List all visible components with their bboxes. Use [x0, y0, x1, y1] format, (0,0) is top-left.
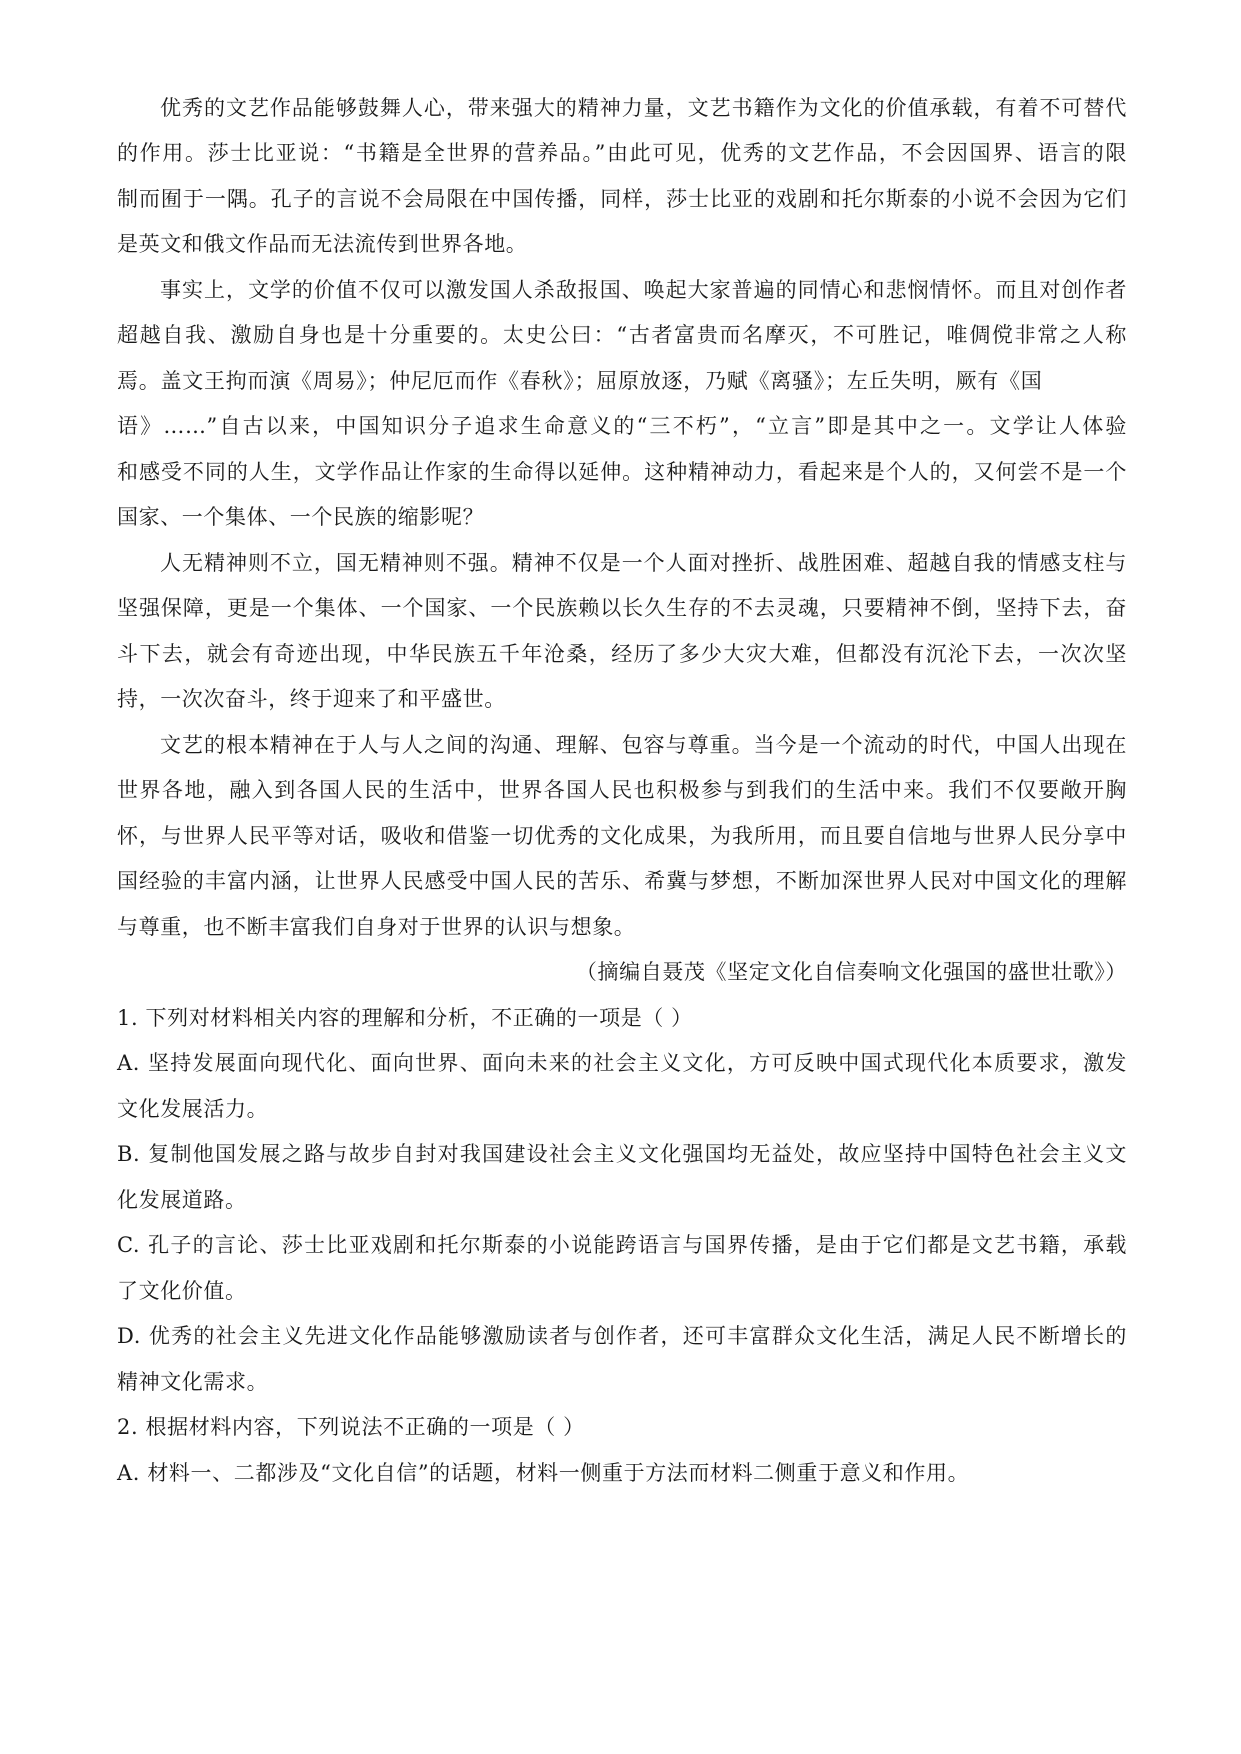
question-1-option-c: C. 孔子的言论、莎士比亚戏剧和托尔斯泰的小说能跨语言与国界传播，是由于它们都是文艺书籍，承载	[117, 1233, 1127, 1257]
question-1-option-d: D. 优秀的社会主义先进文化作品能够激励读者与创作者，还可丰富群众文化生活，满足人民不断增长的	[117, 1324, 1127, 1348]
question-2-option-a: A. 材料一、二都涉及“文化自信”的话题，材料一侧重于方法而材料二侧重于意义和作用。	[117, 1461, 970, 1485]
text-line: 怀，与世界人民平等对话，吸收和借鉴一切优秀的文化成果，为我所用，而且要自信地与世界人民分享中	[117, 824, 1127, 848]
text-line: 的作用。莎士比亚说：“书籍是全世界的营养品。”由此可见，优秀的文艺作品，不会因国界、语言的限	[117, 141, 1127, 165]
text-line: 与尊重，也不断丰富我们自身对于世界的认识与想象。	[117, 915, 636, 939]
text-line: 斗下去，就会有奇迹出现，中华民族五千年沧桑，经历了多少大灾大难，但都没有沉沦下去，一次次坚	[117, 642, 1127, 666]
text-line: 持，一次次奋斗，终于迎来了和平盛世。	[117, 687, 506, 711]
text-line: 文艺的根本精神在于人与人之间的沟通、理解、包容与尊重。当今是一个流动的时代，中国人出现在	[160, 733, 1127, 757]
text-line: 焉。盖文王拘而演《周易》；仲尼厄而作《春秋》；屈原放逐，乃赋《离骚》；左丘失明，厥有《国	[117, 369, 1043, 393]
question-1-option-c-cont: 了文化价值。	[117, 1279, 247, 1303]
text-line: 制而囿于一隅。孔子的言说不会局限在中国传播，同样，莎士比亚的戏剧和托尔斯泰的小说不会因为它们	[117, 187, 1127, 211]
question-2-stem: 2. 根据材料内容，下列说法不正确的一项是（ ）	[117, 1415, 585, 1439]
question-1-option-a-cont: 文化发展活力。	[117, 1097, 269, 1121]
text-line: 国经验的丰富内涵，让世界人民感受中国人民的苦乐、希冀与梦想，不断加深世界人民对中国文化的理解	[117, 869, 1127, 893]
text-line: 超越自我、激励自身也是十分重要的。太史公曰：“古者富贵而名摩灭，不可胜记，唯倜傥非常之人称	[117, 323, 1127, 347]
question-1-option-d-cont: 精神文化需求。	[117, 1370, 269, 1394]
text-line: 是英文和俄文作品而无法流传到世界各地。	[117, 232, 528, 256]
source-citation: （摘编自聂茂《坚定文化自信奏响文化强国的盛世壮歌》）	[575, 960, 1127, 984]
text-line: 语》……”自古以来，中国知识分子追求生命意义的“三不朽”，“立言”即是其中之一。文学让人体验	[117, 414, 1127, 438]
question-1-option-a: A. 坚持发展面向现代化、面向世界、面向未来的社会主义文化，方可反映中国式现代化本质要求，激发	[117, 1051, 1127, 1075]
text-line: 坚强保障，更是一个集体、一个国家、一个民族赖以长久生存的不去灵魂，只要精神不倒，坚持下去，奋	[117, 596, 1127, 620]
text-line: 事实上，文学的价值不仅可以激发国人杀敌报国、唤起大家普遍的同情心和悲悯情怀。而且对创作者	[160, 278, 1127, 302]
question-1-option-b-cont: 化发展道路。	[117, 1188, 247, 1212]
text-line: 人无精神则不立，国无精神则不强。精神不仅是一个人面对挫折、战胜困难、超越自我的情感支柱与	[160, 551, 1127, 575]
text-line: 国家、一个集体、一个民族的缩影呢？	[117, 505, 485, 529]
text-line: 优秀的文艺作品能够鼓舞人心，带来强大的精神力量，文艺书籍作为文化的价值承载，有着不可替代	[160, 96, 1127, 120]
question-1-stem: 1. 下列对材料相关内容的理解和分析，不正确的一项是（ ）	[117, 1006, 693, 1030]
text-line: 和感受不同的人生，文学作品让作家的生命得以延伸。这种精神动力，看起来是个人的，又何尝不是一个	[117, 460, 1127, 484]
text-line: 世界各地，融入到各国人民的生活中，世界各国人民也积极参与到我们的生活中来。我们不仅要敞开胸	[117, 778, 1127, 802]
question-1-option-b: B. 复制他国发展之路与故步自封对我国建设社会主义文化强国均无益处，故应坚持中国特色社会主义文	[117, 1142, 1127, 1166]
